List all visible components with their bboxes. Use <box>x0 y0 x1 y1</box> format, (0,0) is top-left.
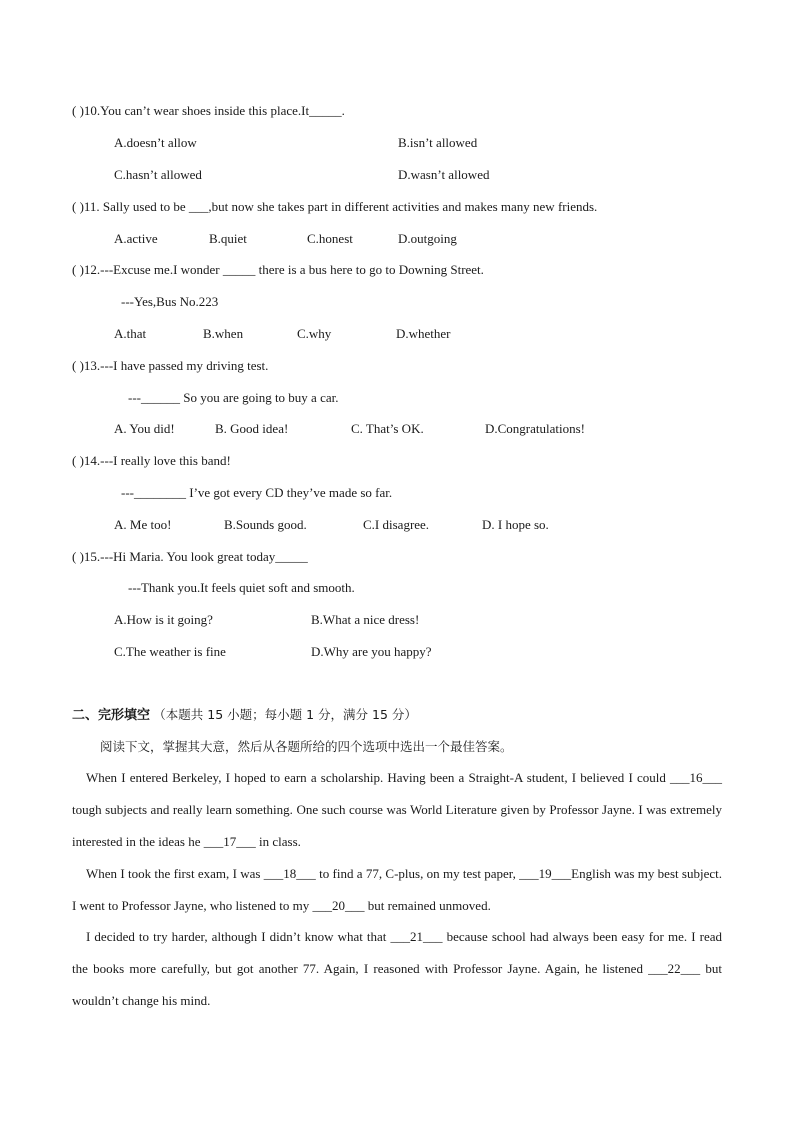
question-13-option-c: C. That’s OK. <box>351 421 424 436</box>
question-15-option-b: B.What a nice dress! <box>311 612 420 627</box>
passage-paragraph-1-text: When I entered Berkeley, I hoped to earn a scholarship. Having been a Straight-A student, I believed I could ___16___ tough subjects and really learn something. One such course was World Literature given by Professor Jayne. I was extremely interested in the ideas he ___17___ in class. <box>72 770 722 849</box>
question-13-option-a: A. You did! <box>114 421 175 436</box>
question-10-option-b: B.isn’t allowed <box>398 135 478 150</box>
question-14-stem: ( )14.---I really love this band! <box>72 453 231 468</box>
question-14-option-b: B.Sounds good. <box>224 517 307 532</box>
question-13-option-b: B. Good idea! <box>215 421 289 436</box>
passage-paragraph-1 <box>72 762 722 858</box>
question-14-option-c: C.I disagree. <box>363 517 430 532</box>
question-15-reply: ---Thank you.It feels quiet soft and smooth. <box>128 580 355 595</box>
section-2-note: （本题共 15 小题；每小题 1 分，满分 15 分） <box>153 707 417 722</box>
question-14-reply: ---________ I’ve got every CD they’ve made so far. <box>121 485 393 500</box>
question-15-option-a: A.How is it going? <box>114 612 213 627</box>
question-15-option-c: C.The weather is fine <box>114 644 226 659</box>
question-15-stem: ( )15.---Hi Maria. You look great today_____ <box>72 549 308 564</box>
question-13-option-d: D.Congratulations! <box>485 421 586 436</box>
question-12-stem: ( )12.---Excuse me.I wonder _____ there is a bus here to go to Downing Street. <box>72 262 484 277</box>
question-15-option-d: D.Why are you happy? <box>311 644 432 659</box>
question-14-option-d: D. I hope so. <box>482 517 549 532</box>
section-2-title: 二、完形填空 <box>72 708 151 723</box>
question-10-stem: ( )10.You can’t wear shoes inside this place.It_____. <box>72 103 345 118</box>
question-11-option-c: C.honest <box>307 231 353 246</box>
question-10-option-d: D.wasn’t allowed <box>398 167 490 182</box>
question-12-option-a: A.that <box>114 326 147 341</box>
question-11-option-d: D.outgoing <box>398 231 457 246</box>
question-10-option-a: A.doesn’t allow <box>114 135 197 150</box>
question-12-option-b: B.when <box>203 326 244 341</box>
question-12-reply: ---Yes,Bus No.223 <box>121 294 219 309</box>
passage-paragraph-2 <box>72 858 722 922</box>
question-10-option-c: C.hasn’t allowed <box>114 167 202 182</box>
question-11-option-a: A.active <box>114 231 158 246</box>
question-12-option-c: C.why <box>297 326 332 341</box>
passage-paragraph-2-text: When I took the first exam, I was ___18___ to find a 77, C-plus, on my test paper, ___19___English was my best subject. I went to Professor Jayne, who listened to my ___20___ but remained unmoved. <box>72 866 722 913</box>
question-11-stem: ( )11. Sally used to be ___,but now she takes part in different activities and makes many new friends. <box>72 199 598 214</box>
question-14-option-a: A. Me too! <box>114 517 172 532</box>
question-13-stem: ( )13.---I have passed my driving test. <box>72 358 269 373</box>
section-2-instruction: 阅读下文，掌握其大意，然后从各题所给的四个选项中选出一个最佳答案。 <box>100 739 513 754</box>
section-2-heading <box>72 707 417 724</box>
question-11-option-b: B.quiet <box>209 231 247 246</box>
passage-paragraph-3 <box>72 921 722 1017</box>
question-13-reply: ---______ So you are going to buy a car. <box>128 390 339 405</box>
question-12-option-d: D.whether <box>396 326 451 341</box>
passage-paragraph-3-text: I decided to try harder, although I didn’t know what that ___21___ because school had always been easy for me. I read the books more carefully, but got another 77. Again, I reasoned with Professor Jayne. Again, he listened ___22___ but wouldn’t change his mind. <box>72 929 722 1008</box>
